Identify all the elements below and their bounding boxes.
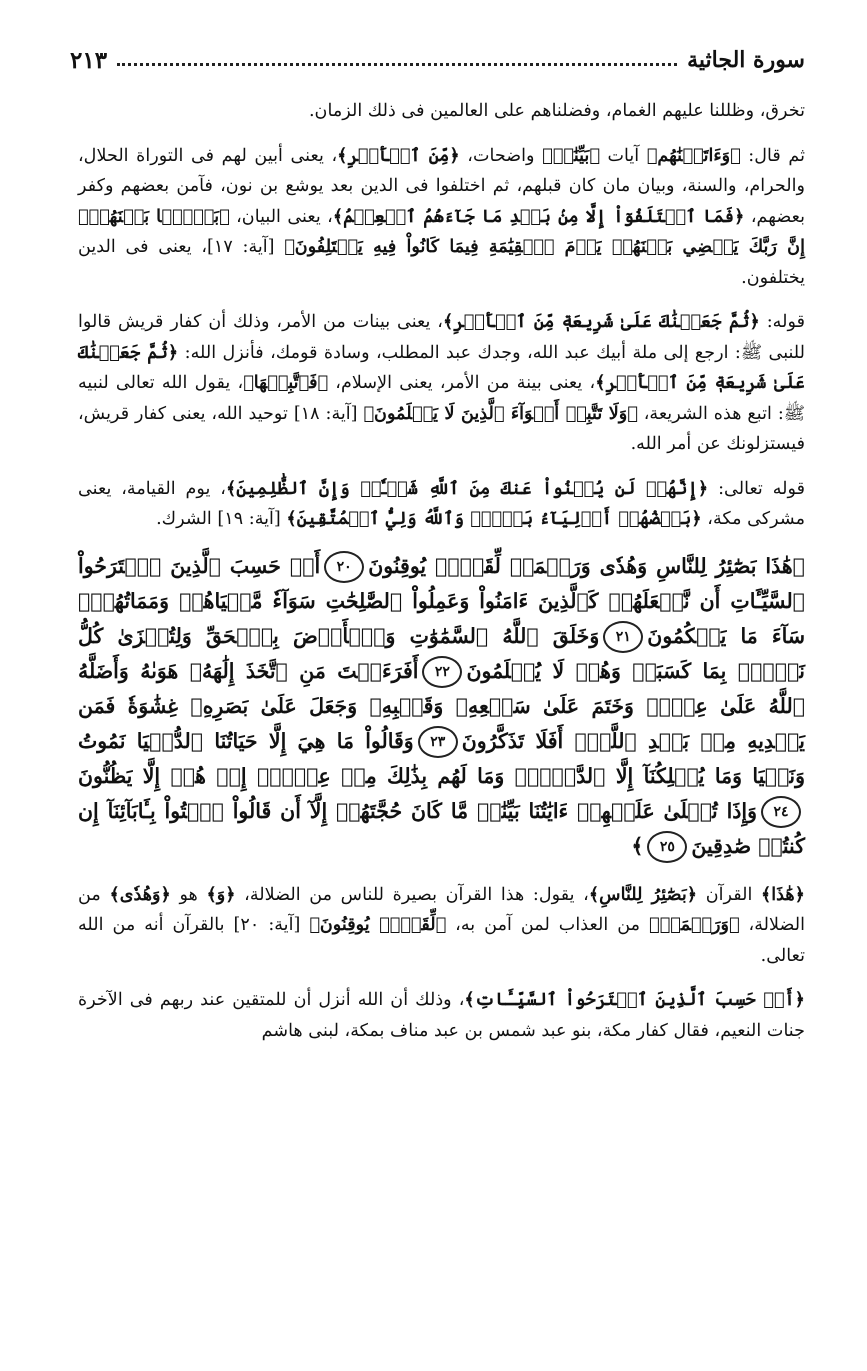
- quran-quote: ﴿مِّنَ ٱلۡأَمۡرِ﴾: [337, 144, 460, 166]
- paragraph-5: [78, 880, 805, 972]
- text: من العذاب لمن آمن به،: [446, 915, 650, 935]
- quran-quote: ﴿إِنَّهُمۡ لَن يُغۡنُواْ عَنكَ مِنَ ٱللَّهِ شَيۡـٔٗاۚ وَإِنَّ ٱلظَّٰلِمِينَ﴾: [225, 477, 709, 499]
- quran-quote: ﴿بَيِّنَٰتٖ﴾: [542, 144, 600, 166]
- quran-quote: ﴿ثُمَّ جَعَلۡنَٰكَ عَلَىٰ شَرِيعَةٖ مِّنَ ٱلۡأَمۡرِ﴾: [442, 311, 760, 332]
- text: تخرق، وظللنا عليهم الغمام، وفضلناهم على العالمين فى ذلك الزمان.: [308, 101, 805, 121]
- verse-23-text: أَفَرَءَيۡتَ مَنِ ٱتَّخَذَ إِلَٰهَهُۥ هَوَىٰهُ وَأَضَلَّهُ ٱللَّهُ عَلَىٰ عِلۡمٖ وَخَتَمَ عَلَىٰ سَمۡعِهِۦ وَقَلۡبِهِۦ وَجَعَلَ عَلَىٰ بَصَرِهِۦ غِشَٰوَةٗ فَمَن يَهۡدِيهِ مِنۢ بَعۡدِ ٱللَّهِۚ أَفَلَا تَذَكَّرُونَ: [78, 658, 806, 753]
- verse-number-marker: ٢٢: [422, 656, 462, 688]
- verse-20-text: ﴿هَٰذَا بَصَٰٓئِرُ لِلنَّاسِ وَهُدٗى وَرَحۡمَةٞ لِّقَوۡمٖ يُوقِنُونَ: [368, 553, 805, 578]
- text: ، يعنى أبين لهم فى التوراة الحلال، والحرام، والسنة، وبيان مان كان قبلهم، ثم اختلفوا فى الدين بعد يوشع بن نون، فآمن بعضهم وكفر بعضهم،: [78, 145, 806, 227]
- quran-quote: ﴿وَءَاتَيۡنَٰهُم﴾: [646, 144, 741, 166]
- text: القرآن: [697, 884, 761, 905]
- text: ، يعنى بينات من الأمر، وذلك أن كفار قريش قالوا للنبى ﷺ: ارجع إلى ملة أبيك عبد الله، وجدك عبد المطلب، وسادة قومك، فأنزل الله:: [78, 312, 805, 363]
- text: ، وذلك أن الله أنزل أن للمتقين عند ربهم فى الآخرة جنات النعيم، فقال كفار مكة، بنو عبد شمس بن عبد مناف بمكة، لبنى هاشم: [78, 990, 805, 1041]
- verse-number-marker: ٢٤: [761, 796, 801, 828]
- text: قوله تعالى:: [708, 478, 806, 499]
- quran-quote: ﴿وَلَا تَتَّبِعۡ أَهۡوَآءَ ٱلَّذِينَ لَا يَعۡلَمُونَ﴾: [363, 402, 638, 424]
- text: ، يعنى بينة من الأمر، يعنى الإسلام،: [328, 373, 596, 393]
- text: [آية: ١٩] الشرك.: [156, 509, 287, 529]
- quran-quote: ﴿بَصَٰٓئِرُ لِلنَّاسِ﴾: [588, 883, 698, 905]
- paragraph-2: [78, 141, 805, 294]
- quran-quote: ﴿وَرَحۡمَةٞ﴾: [649, 914, 740, 935]
- quran-quote: ﴿ثُمَّ جَعَلۡنَٰكَ عَلَىٰ شَرِيعَةٖ مِّنَ ٱلۡأَمۡرِ﴾: [78, 341, 805, 393]
- quran-quote: ﴿وَهُدٗى﴾: [109, 883, 171, 905]
- quran-verses-block: [78, 549, 805, 864]
- text: [آية: ١٧]، يعنى فى الدين يختلفون.: [78, 237, 805, 288]
- verse-21-text: أَمۡ حَسِبَ ٱلَّذِينَ ٱجۡتَرَحُواْ ٱلسَّيِّـَٔاتِ أَن نَّجۡعَلَهُمۡ كَٱلَّذِينَ ءَامَنُواْ وَعَمِلُواْ ٱلصَّٰلِحَٰتِ سَوَآءٗ مَّحۡيَاهُمۡ وَمَمَاتُهُمۡۚ سَآءَ مَا يَحۡكُمُونَ: [78, 553, 805, 648]
- text: قوله:: [759, 312, 805, 332]
- paragraph-6: [78, 985, 805, 1046]
- quran-quote: ﴿وَ﴾: [206, 883, 236, 905]
- verse-25-text: وَإِذَا تُتۡلَىٰ عَلَيۡهِمۡ ءَايَٰتُنَا بَيِّنَٰتٖ مَّا كَانَ حُجَّتَهُمۡ إِلَّآ أَن قَالُواْ ٱئۡتُواْ بِـَٔابَآئِنَآ إِن كُنتُمۡ صَٰدِقِينَ: [78, 798, 805, 858]
- paragraph-1: [78, 96, 805, 127]
- text: واضحات،: [459, 145, 543, 166]
- page-header: [70, 40, 805, 80]
- verse-number-marker: ٢٥: [647, 831, 687, 863]
- text: [آية: ٢٠] بالقرآن أنه من الله تعالى.: [78, 915, 805, 966]
- text: ، يعنى البيان،: [229, 206, 333, 227]
- verse-number-marker: ٢٠: [324, 551, 364, 583]
- quran-quote: ﴿بَعۡضُهُمۡ أَوۡلِيَآءُ بَعۡضٖۖ وَٱللَّهُ وَلِيُّ ٱلۡمُتَّقِينَ﴾: [286, 508, 702, 529]
- text: ، يقول الله تعالى لنبيه ﷺ: اتبع هذه الشريعة،: [78, 373, 805, 424]
- text: ، يقول: هذا القرآن بصيرة للناس من الضلالة،: [235, 884, 589, 905]
- quran-quote: ﴿لِّقَوۡمٖ يُوقِنُونَ﴾: [309, 914, 447, 935]
- paragraph-4: [78, 474, 805, 535]
- surah-title: سورة الجاثية: [687, 47, 805, 73]
- verse-24-text: وَقَالُواْ مَا هِيَ إِلَّا حَيَاتُنَا ٱلدُّنۡيَا نَمُوتُ وَنَحۡيَا وَمَا يُهۡلِكُنَآ إِلَّا ٱلدَّهۡرُۚ وَمَا لَهُم بِذَٰلِكَ مِنۡ عِلۡمٍۖ إِنۡ هُمۡ إِلَّا يَظُنُّونَ: [78, 728, 805, 788]
- closing-bracket: ﴾: [631, 833, 644, 858]
- verse-22-text: وَخَلَقَ ٱللَّهُ ٱلسَّمَٰوَٰتِ وَٱلۡأَرۡضَ بِٱلۡحَقِّ وَلِتُجۡزَىٰ كُلُّ نَفۡسِۢ بِمَا كَسَبَتۡ وَهُمۡ لَا يُظۡلَمُونَ: [78, 623, 805, 683]
- text: آيات: [599, 145, 647, 166]
- page-number: ٢١٣: [70, 46, 108, 74]
- paragraph-3: [78, 307, 805, 460]
- header-dotted-leader: [117, 63, 677, 66]
- text: ثم قال:: [740, 145, 805, 166]
- quran-quote: ﴿أَمۡ حَسِبَ ٱلَّذِينَ ٱجۡتَرَحُواْ ٱلسَّيِّـَٔاتِ﴾: [464, 989, 805, 1010]
- quran-quote: ﴿فَٱتَّبِعۡهَا﴾: [243, 372, 329, 393]
- text: [آية: ١٨] توحيد الله، يعنى كفار قريش، فيستزلونك عن أمر الله.: [78, 403, 805, 454]
- quran-quote: ﴿هَٰذَا﴾: [760, 883, 805, 905]
- text: من الضلالة،: [78, 884, 806, 935]
- text: هو: [170, 884, 207, 905]
- text: ، يوم القيامة، يعنى مشركى مكة،: [78, 478, 805, 529]
- verse-number-marker: ٢٣: [418, 726, 458, 758]
- quran-quote: ﴿بَغۡيَۢا بَيۡنَهُمۡۚ إِنَّ رَبَّكَ يَقۡضِي بَيۡنَهُمۡ يَوۡمَ ٱلۡقِيَٰمَةِ فِيمَا كَانُواْ فِيهِ يَخۡتَلِفُونَ﴾: [78, 205, 805, 257]
- verse-number-marker: ٢١: [603, 621, 643, 653]
- quran-quote: ﴿فَمَا ٱخۡتَلَفُوٓاْ إِلَّا مِنۢ بَعۡدِ مَا جَآءَهُمُ ٱلۡعِلۡمُ﴾: [332, 205, 745, 227]
- page-body: [78, 96, 805, 1060]
